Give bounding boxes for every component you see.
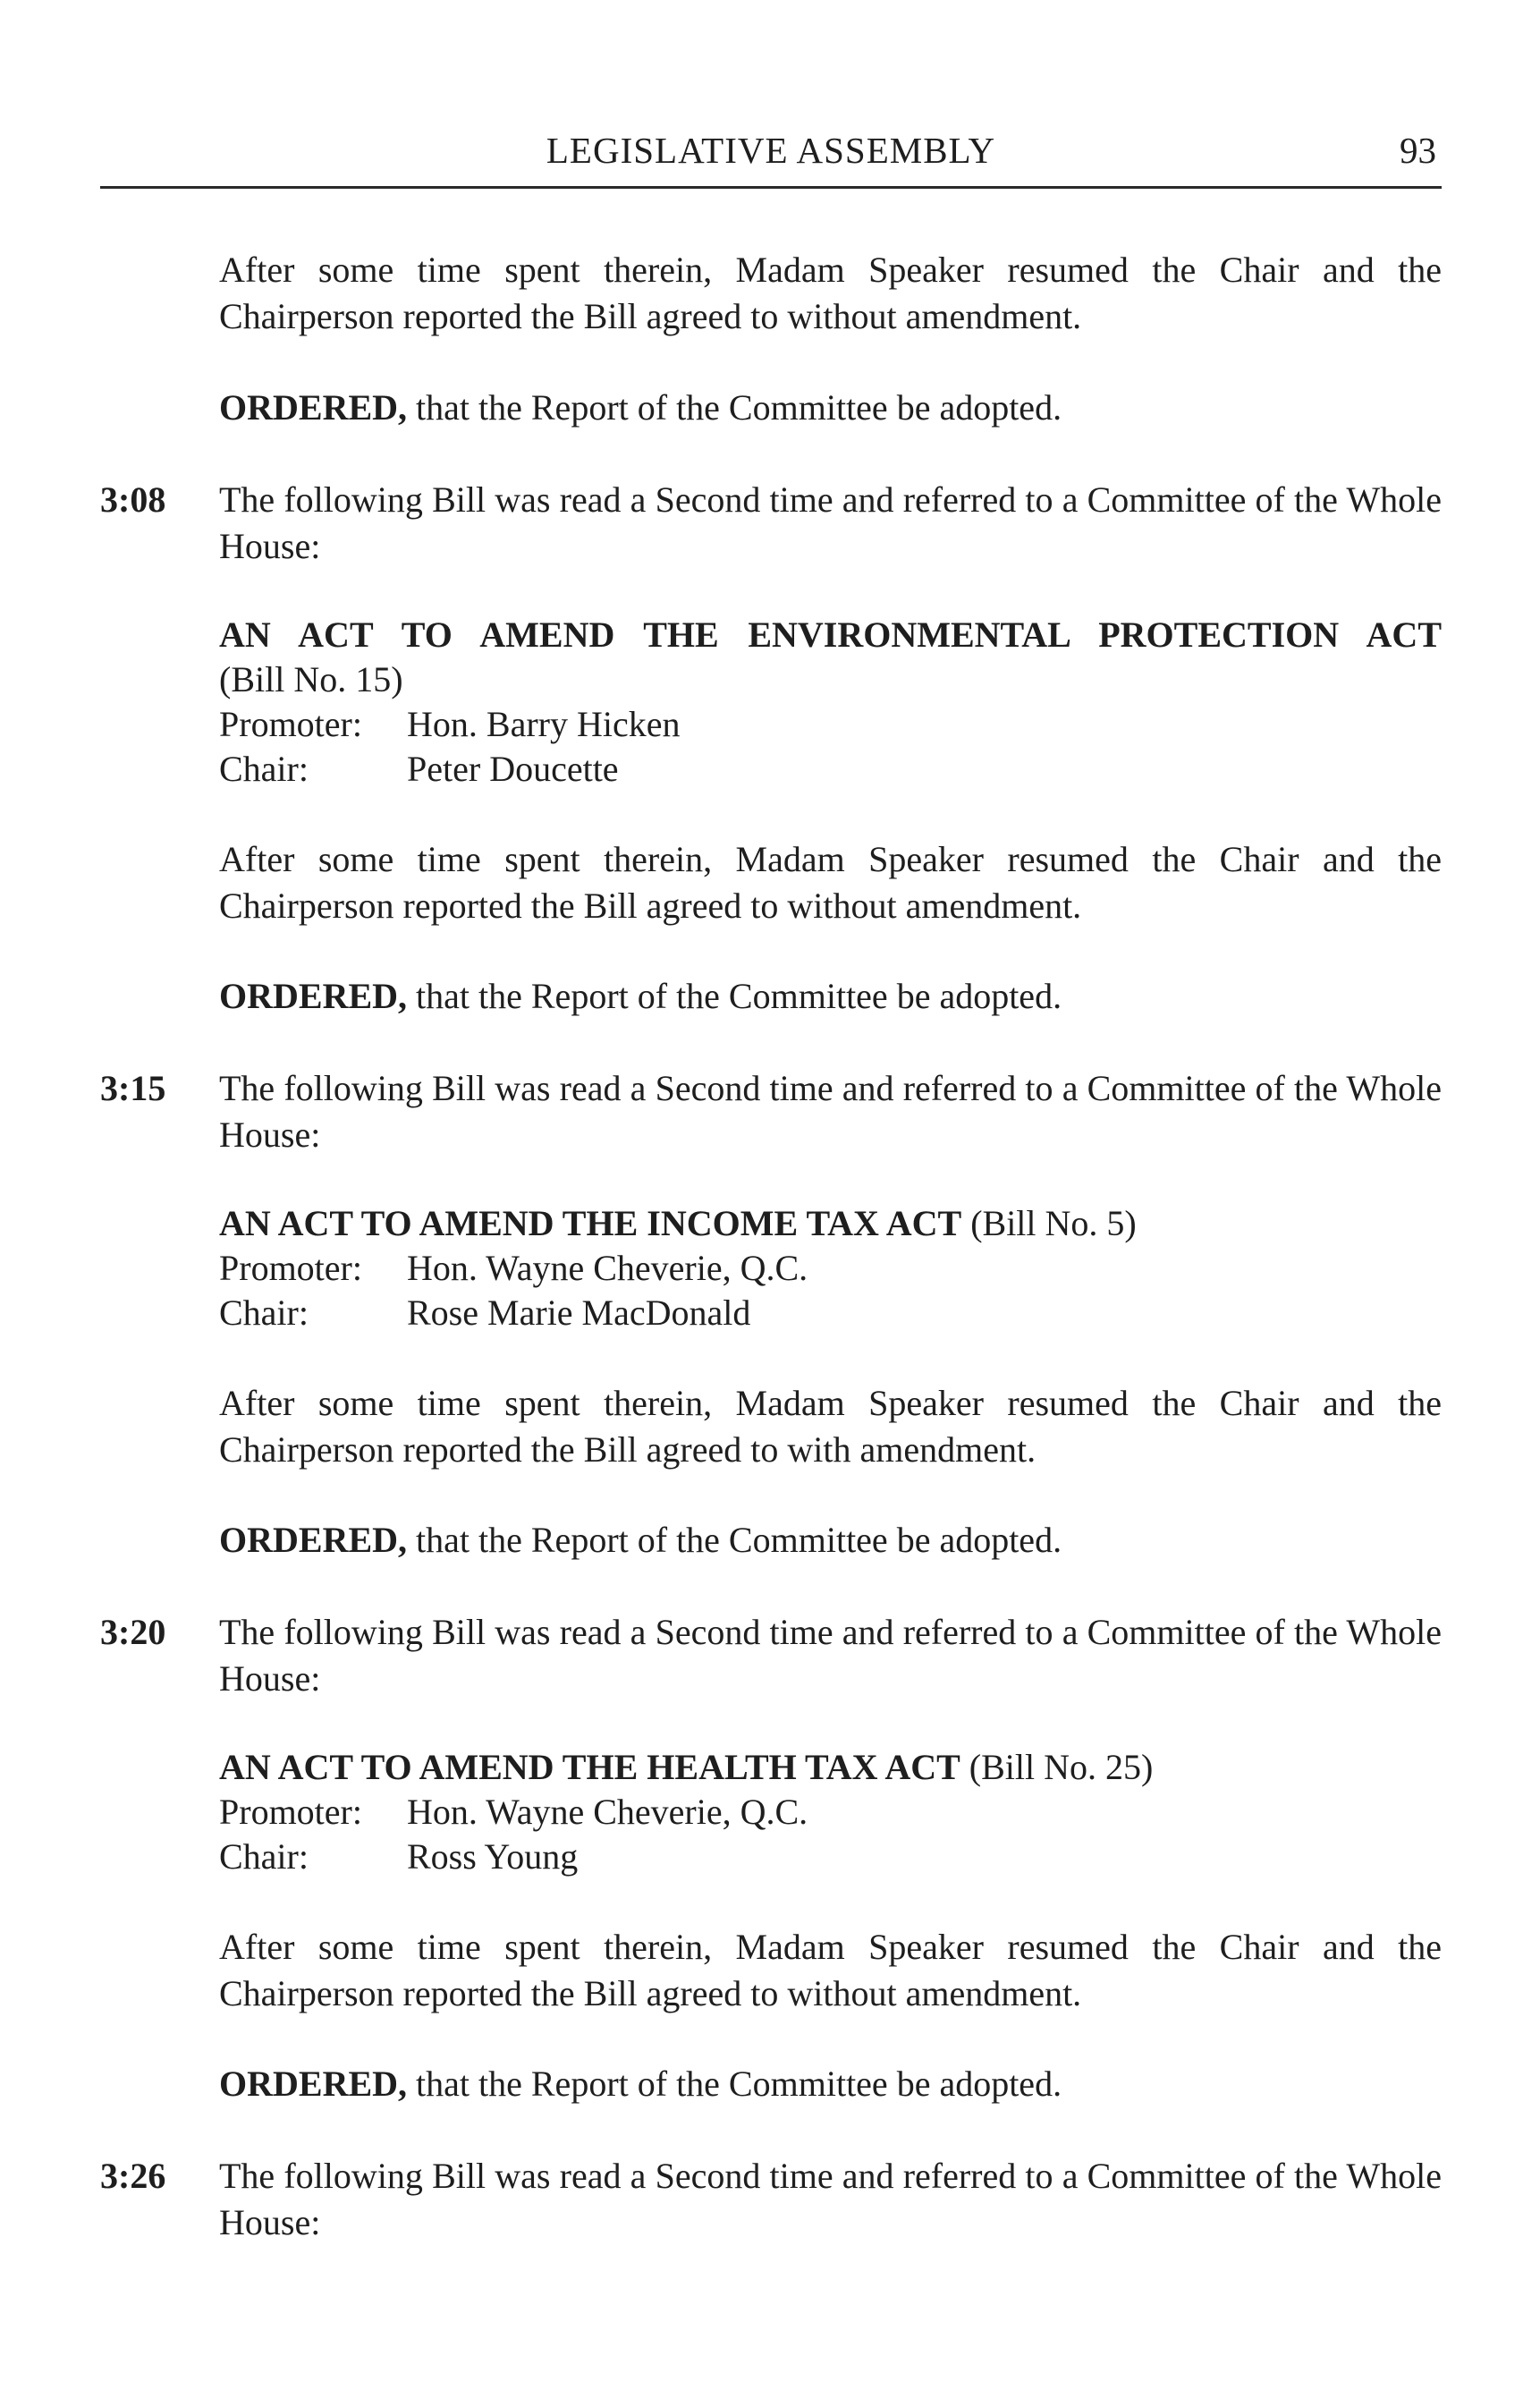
ordered-label: ORDERED,	[219, 1520, 408, 1560]
ordered-text: that the Report of the Committee be adopted.	[407, 387, 1062, 428]
bill-number: (Bill No. 5)	[961, 1203, 1137, 1243]
promoter-label: Promoter:	[219, 1248, 362, 1288]
promoter-name: Hon. Wayne Cheverie, Q.C.	[407, 1248, 808, 1288]
promoter-row	[219, 1245, 1442, 1292]
ordered-paragraph	[219, 2061, 1442, 2107]
chair-row	[219, 746, 1442, 792]
header-title: LEGISLATIVE ASSEMBLY	[546, 130, 996, 171]
bill-number-row	[219, 657, 1442, 703]
ordered-label: ORDERED,	[219, 2064, 408, 2104]
chair-name: Rose Marie MacDonald	[407, 1292, 751, 1333]
bill-title-text: AN ACT TO AMEND THE INCOME TAX ACT	[219, 1203, 962, 1243]
ordered-text: that the Report of the Committee be adopted.	[407, 1520, 1062, 1560]
bill-title-text: AN ACT TO AMEND THE ENVIRONMENTAL PROTECTION ACT	[219, 614, 1442, 655]
after-paragraph: After some time spent therein, Madam Speaker resumed the Chair and the Chairperson reported the Bill agreed to with amendment.	[219, 1383, 1442, 1470]
bill-title	[219, 1200, 1442, 1247]
bill-title	[219, 1744, 1442, 1791]
ordered-paragraph	[219, 973, 1442, 1020]
entry-time: 3:26	[100, 2156, 166, 2196]
bill-number: (Bill No. 15)	[219, 659, 403, 699]
chair-label: Chair:	[219, 749, 309, 789]
chair-row	[219, 1834, 1442, 1880]
page-header	[100, 123, 1442, 189]
ordered-paragraph	[219, 1517, 1442, 1564]
ordered-text: that the Report of the Committee be adopted.	[407, 976, 1062, 1016]
promoter-label: Promoter:	[219, 1792, 362, 1832]
bill-number: (Bill No. 25)	[960, 1747, 1154, 1787]
ordered-label: ORDERED,	[219, 976, 408, 1016]
chair-row	[219, 1290, 1442, 1336]
ordered-label: ORDERED,	[219, 387, 408, 428]
after-paragraph: After some time spent therein, Madam Speaker resumed the Chair and the Chairperson reported the Bill agreed to without amendment.	[219, 839, 1442, 926]
intro-after-paragraph: After some time spent therein, Madam Speaker resumed the Chair and the Chairperson reported the Bill agreed to without amendment.	[219, 250, 1442, 336]
chair-label: Chair:	[219, 1836, 309, 1877]
ordered-text: that the Report of the Committee be adopted.	[407, 2064, 1062, 2104]
bill-title-text: AN ACT TO AMEND THE HEALTH TAX ACT	[219, 1747, 960, 1787]
after-paragraph: After some time spent therein, Madam Speaker resumed the Chair and the Chairperson reported the Bill agreed to without amendment.	[219, 1927, 1442, 2013]
page-number: 93	[1400, 130, 1436, 171]
reading-paragraph: The following Bill was read a Second time and referred to a Committee of the Whole House:	[219, 479, 1442, 566]
promoter-row	[219, 701, 1442, 748]
reading-paragraph: The following Bill was read a Second time and referred to a Committee of the Whole House:	[219, 2156, 1442, 2242]
entry-time: 3:15	[100, 1068, 166, 1108]
entry-time: 3:20	[100, 1612, 166, 1652]
chair-label: Chair:	[219, 1292, 309, 1333]
chair-name: Peter Doucette	[407, 749, 619, 789]
reading-paragraph: The following Bill was read a Second time and referred to a Committee of the Whole House:	[219, 1612, 1442, 1699]
promoter-name: Hon. Wayne Cheverie, Q.C.	[407, 1792, 808, 1832]
bill-title	[219, 612, 1442, 658]
promoter-label: Promoter:	[219, 704, 362, 744]
promoter-name: Hon. Barry Hicken	[407, 704, 681, 744]
intro-ordered-paragraph	[219, 385, 1442, 431]
chair-name: Ross Young	[407, 1836, 579, 1877]
promoter-row	[219, 1789, 1442, 1835]
reading-paragraph: The following Bill was read a Second time and referred to a Committee of the Whole House:	[219, 1068, 1442, 1155]
entry-time: 3:08	[100, 479, 166, 520]
